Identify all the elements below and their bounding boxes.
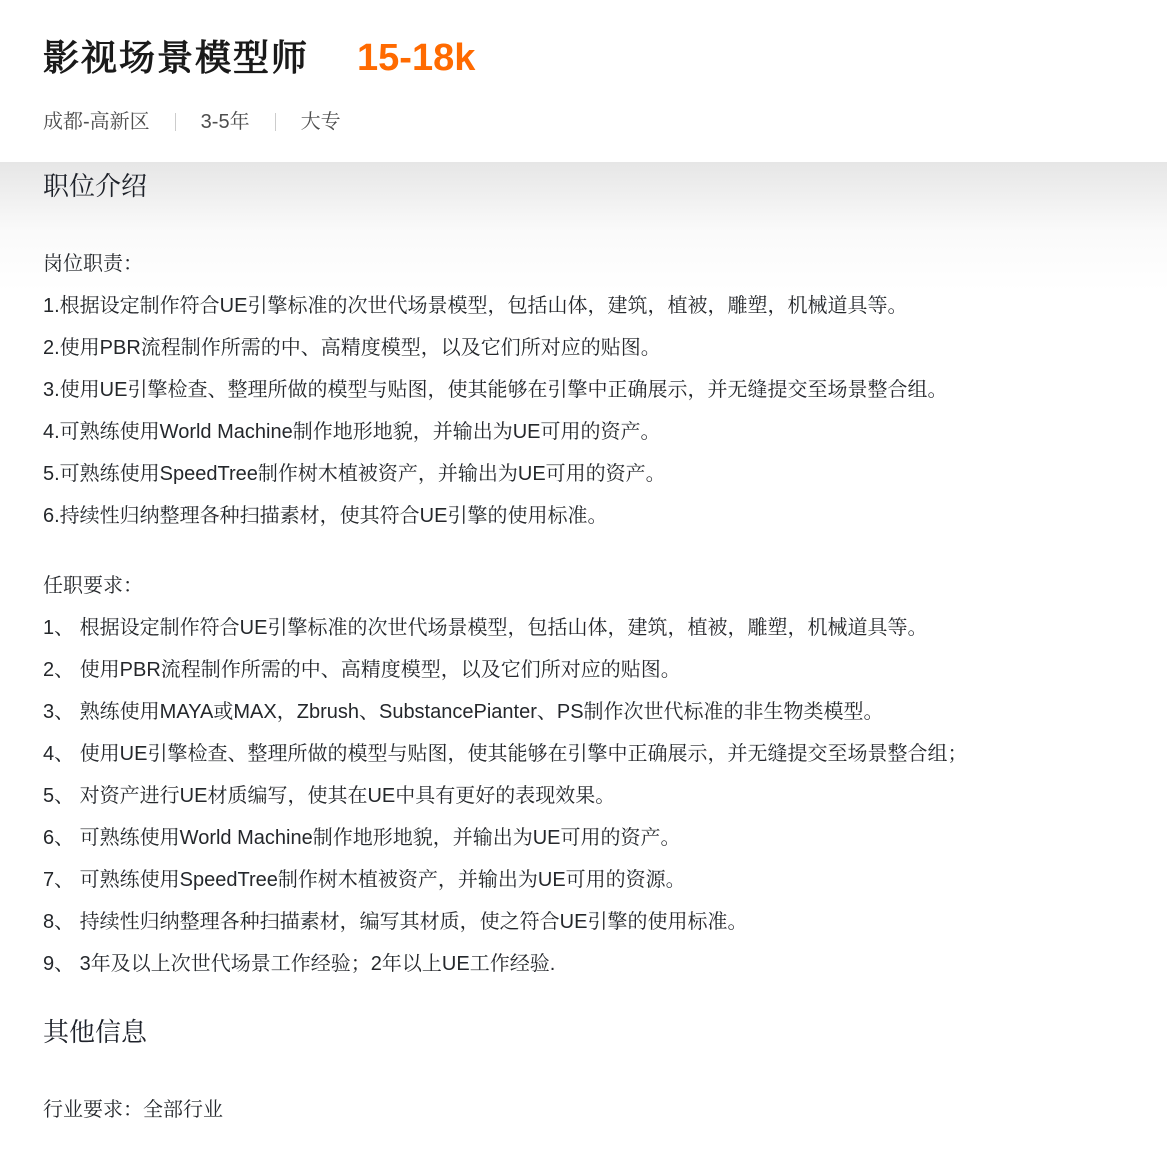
industry-requirement: 行业要求：全部行业 <box>43 1099 223 1121</box>
requirement-item: 6、 可熟练使用World Machine制作地形地貌，并输出为UE可用的资产。 <box>43 827 681 849</box>
job-meta-row <box>43 108 1124 136</box>
duty-item: 3.使用UE引擎检查、整理所做的模型与贴图，使其能够在引擎中正确展示，并无缝提交至场景整合组。 <box>43 379 948 401</box>
duty-item: 4.可熟练使用World Machine制作地形地貌，并输出为UE可用的资产。 <box>43 421 661 443</box>
requirement-item: 2、 使用PBR流程制作所需的中、高精度模型，以及它们所对应的贴图。 <box>43 659 681 681</box>
job-description-section <box>0 162 1167 978</box>
other-info-section <box>0 1014 1167 1134</box>
requirement-item: 8、 持续性归纳整理各种扫描素材，编写其材质，使之符合UE引擎的使用标准。 <box>43 911 748 933</box>
duties-title: 岗位职责： <box>43 253 143 275</box>
job-location: 成都-高新区 <box>43 111 150 133</box>
meta-divider <box>275 113 276 131</box>
job-education: 大专 <box>300 111 341 133</box>
job-experience: 3-5年 <box>200 111 250 133</box>
job-title: 影视场景模型师 <box>43 37 310 78</box>
requirement-item: 1、 根据设定制作符合UE引擎标准的次世代场景模型，包括山体，建筑，植被，雕塑，机械道具等。 <box>43 617 928 639</box>
duty-item: 2.使用PBR流程制作所需的中、高精度模型，以及它们所对应的贴图。 <box>43 337 661 359</box>
duty-item: 5.可熟练使用SpeedTree制作树木植被资产，并输出为UE可用的资产。 <box>43 463 666 485</box>
requirement-item: 4、 使用UE引擎检查、整理所做的模型与贴图，使其能够在引擎中正确展示，并无缝提交至场景整合组； <box>43 743 968 765</box>
section-title-other-info: 其他信息 <box>43 1017 148 1047</box>
job-header <box>0 0 1167 162</box>
section-title-job-intro: 职位介绍 <box>43 171 148 201</box>
job-description-body <box>43 250 1124 978</box>
job-salary: 15-18k <box>357 37 476 79</box>
requirement-item: 9、 3年及以上次世代场景工作经验；2年以上UE工作经验. <box>43 953 556 975</box>
requirements-title: 任职要求： <box>43 575 143 597</box>
requirement-item: 3、 熟练使用MAYA或MAX，Zbrush、SubstancePianter、PS制作次世代标准的非生物类模型。 <box>43 701 884 723</box>
requirement-item: 5、 对资产进行UE材质编写，使其在UE中具有更好的表现效果。 <box>43 785 616 807</box>
duty-item: 1.根据设定制作符合UE引擎标准的次世代场景模型，包括山体，建筑，植被，雕塑，机械道具等。 <box>43 295 908 317</box>
title-row <box>43 38 1124 78</box>
requirement-item: 7、 可熟练使用SpeedTree制作树木植被资产，并输出为UE可用的资源。 <box>43 869 686 891</box>
meta-divider <box>175 113 176 131</box>
duty-item: 6.持续性归纳整理各种扫描素材，使其符合UE引擎的使用标准。 <box>43 505 608 527</box>
